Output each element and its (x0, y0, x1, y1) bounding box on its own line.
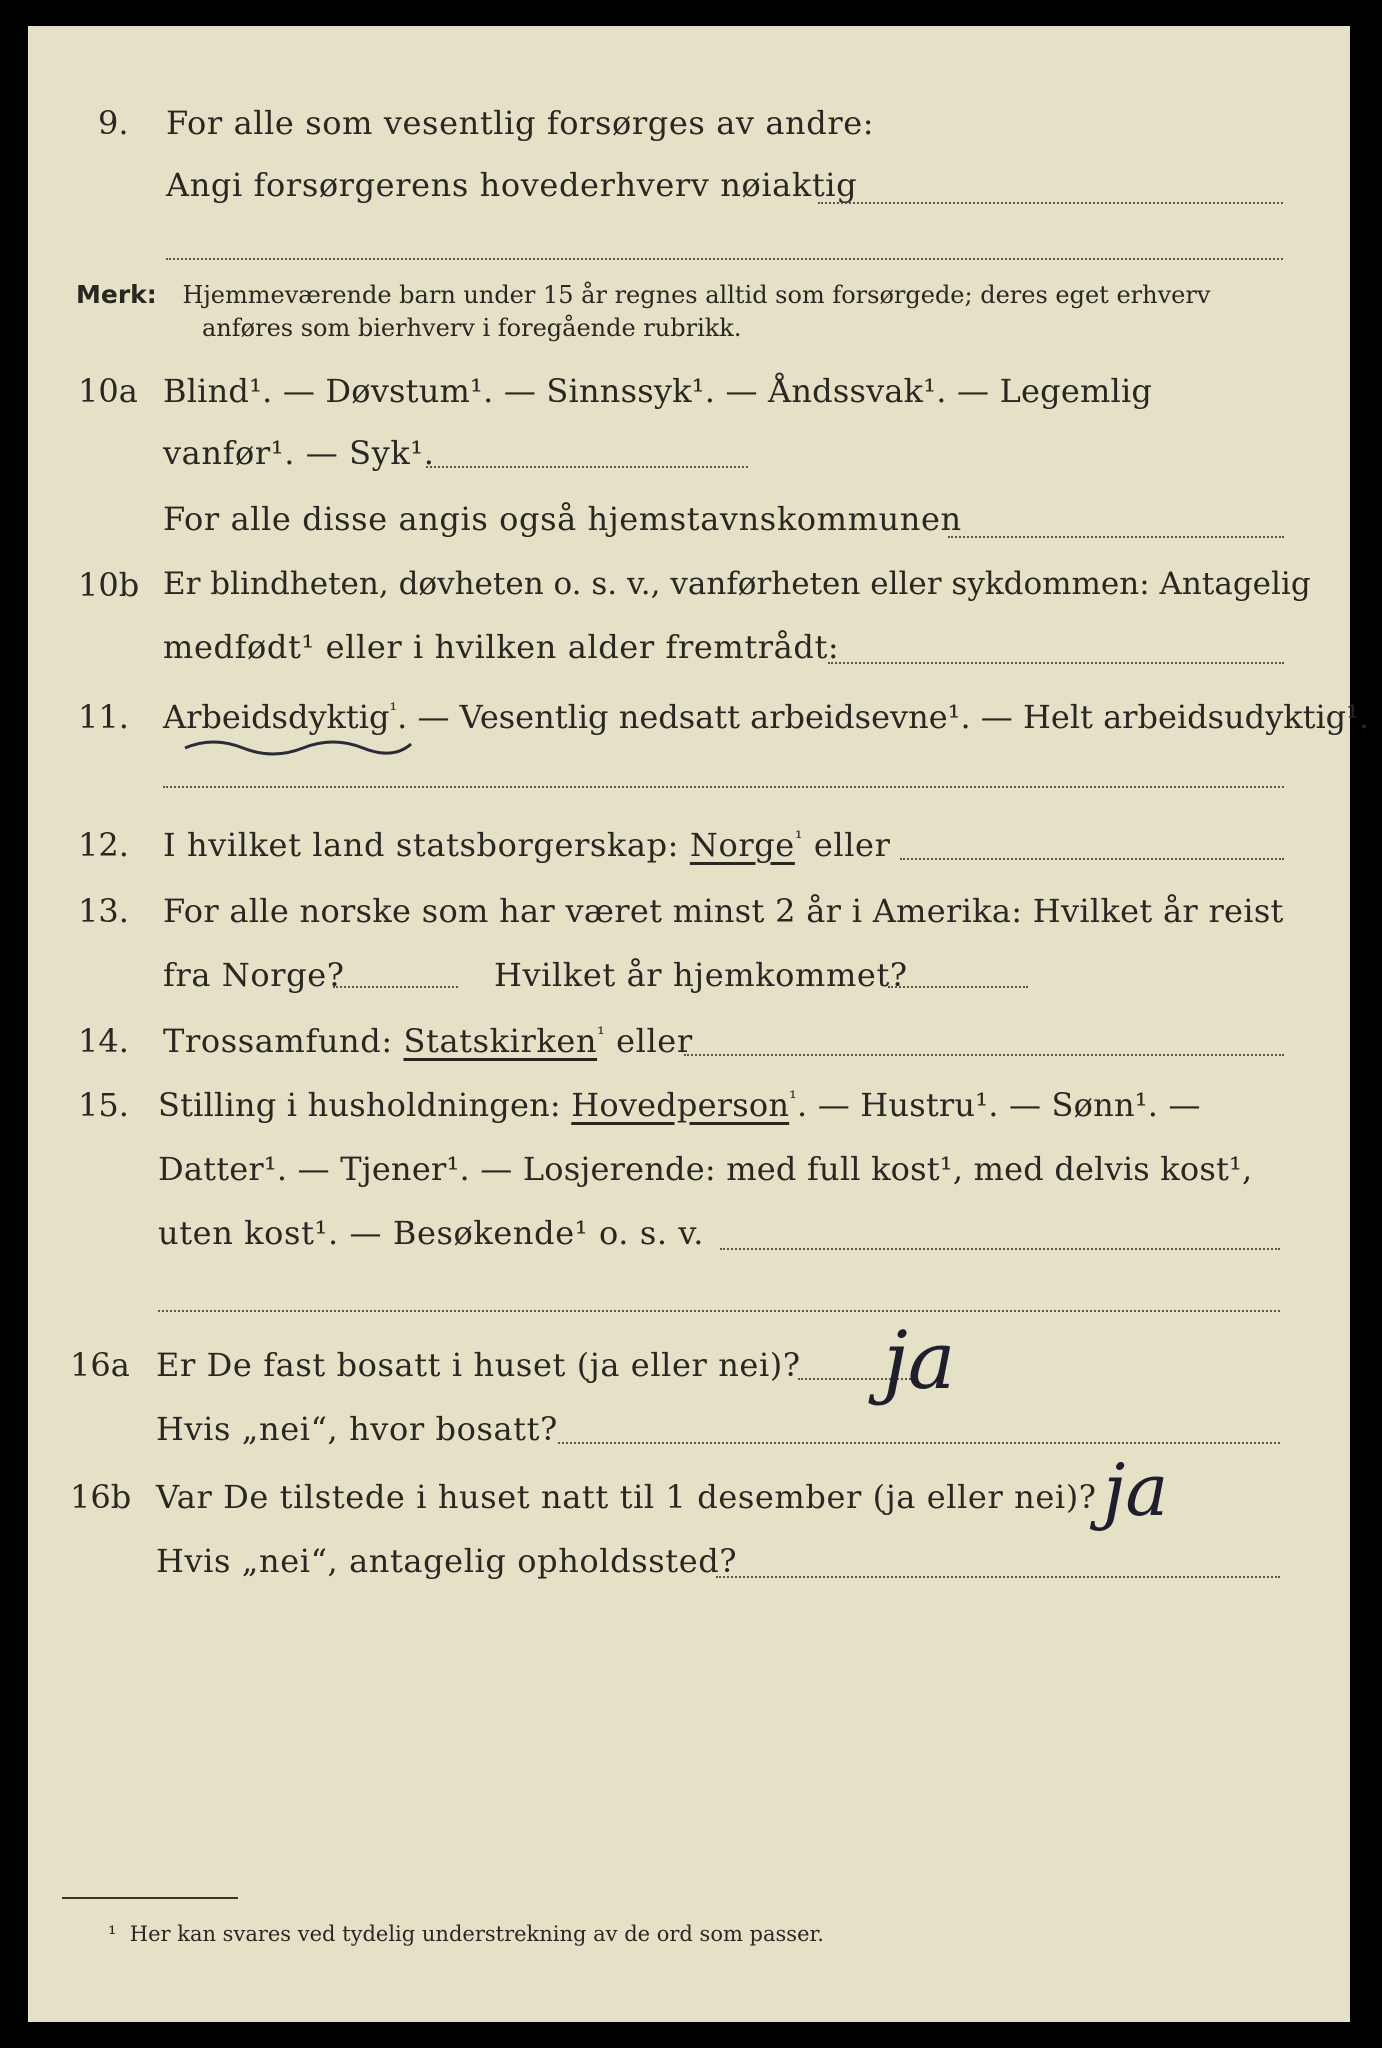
q10a-text: Blind¹. — Døvstum¹. — Sinnssyk¹. — Åndssvak¹. — Legemlig (163, 372, 1153, 410)
q16a-text-2: Hvis „nei“, hvor bosatt? (156, 1410, 558, 1448)
q11-option-arbeidsdyktig[interactable]: Arbeidsdyktig (163, 698, 390, 736)
q11-text: Arbeidsdyktig$^{^1}$. — Vesentlig nedsatt arbeidsevne¹. — Helt arbeidsudyktig¹. (163, 698, 1370, 736)
q16a-number: 16a (70, 1346, 130, 1384)
q15-answer-line-2[interactable] (158, 1310, 1280, 1312)
footnote-rule (62, 1897, 238, 1899)
merk-text: Hjemmeværende barn under 15 år regnes alltid som forsørgede; deres eget erhverv (182, 281, 1211, 309)
q16a-answer-line-2[interactable] (558, 1442, 1280, 1444)
q9-answer-line[interactable] (818, 202, 1283, 204)
q14-answer-line[interactable] (684, 1054, 1284, 1056)
footnote-text: Her kan svares ved tydelig understrekning av de ord som passer. (129, 1922, 824, 1946)
q15-text-2: Datter¹. — Tjener¹. — Losjerende: med full kost¹, med delvis kost¹, (158, 1150, 1253, 1188)
q15-number: 15. (78, 1086, 129, 1124)
q15-text: Stilling i husholdningen: Hovedperson$^{^1}$. — Hustru¹. — Sønn¹. — (158, 1086, 1201, 1124)
footnote (108, 1922, 824, 1946)
q13-answer-line[interactable] (333, 986, 458, 988)
q16b-handwritten-answer[interactable]: ja (1103, 1448, 1169, 1532)
q10b-text: Er blindheten, døvheten o. s. v., vanførheten eller sykdommen: Antagelig (163, 566, 1311, 602)
q13-text: For alle norske som har været minst 2 år i Amerika: Hvilket år reist (163, 892, 1284, 930)
q10a-text-3: For alle disse angis også hjemstavnskommunen (163, 500, 962, 538)
q12-answer-line[interactable] (900, 858, 1284, 860)
q9-text-2: Angi forsørgerens hovederhverv nøiaktig (166, 166, 858, 204)
q16b-text-2: Hvis „nei“, antagelig opholdssted? (156, 1542, 738, 1580)
q10b-number: 10b (78, 566, 140, 604)
q10b-answer-line[interactable] (828, 662, 1284, 664)
q12-option-norge[interactable]: Norge (689, 826, 795, 864)
q16b-number: 16b (70, 1478, 132, 1516)
q14-option-statskirken[interactable]: Statskirken (403, 1022, 598, 1060)
q10a-answer-line-2[interactable] (948, 536, 1284, 538)
q14-number: 14. (78, 1022, 129, 1060)
q16b-answer-line[interactable] (716, 1576, 1280, 1578)
q13-answer-line-2[interactable] (888, 986, 1028, 988)
q11-underline-mark (183, 738, 413, 756)
q13-text-2a: fra Norge? (163, 956, 345, 994)
q15-option-hovedperson[interactable]: Hovedperson (571, 1086, 790, 1124)
q16a-handwritten-answer[interactable]: ja (883, 1314, 956, 1407)
q12-text: I hvilket land statsborgerskap: Norge$^{^1}$ eller (163, 826, 891, 864)
q16b-text: Var De tilstede i huset natt til 1 desember (ja eller nei)? (156, 1478, 1097, 1516)
q15-answer-line[interactable] (720, 1248, 1280, 1250)
q10a-answer-line[interactable] (426, 466, 748, 468)
footnote-mark: ¹ (108, 1922, 117, 1946)
merk-text-2: anføres som bierhverv i foregående rubrikk. (202, 314, 742, 342)
q11-answer-line[interactable] (163, 786, 1284, 788)
census-form-page (28, 26, 1370, 2022)
q13-text-2b: Hvilket år hjemkommet? (494, 956, 908, 994)
merk-note (76, 278, 1316, 345)
q10b-text-2: medfødt¹ eller i hvilken alder fremtrådt: (163, 628, 840, 666)
q16a-text: Er De fast bosatt i huset (ja eller nei)? (156, 1346, 801, 1384)
q15-text-3: uten kost¹. — Besøkende¹ o. s. v. (158, 1214, 705, 1252)
q10a-number: 10a (78, 372, 138, 410)
q9-number: 9. (98, 104, 129, 142)
q12-number: 12. (78, 826, 129, 864)
q9-text: For alle som vesentlig forsørges av andre: (166, 104, 875, 142)
q9-answer-line-2[interactable] (166, 258, 1283, 260)
q13-number: 13. (78, 892, 129, 930)
merk-label: Merk: (76, 280, 157, 309)
q10a-text-2: vanfør¹. — Syk¹. (163, 434, 435, 472)
q14-text: Trossamfund: Statskirken$^{^1}$ eller (163, 1022, 693, 1060)
q11-number: 11. (78, 698, 129, 736)
